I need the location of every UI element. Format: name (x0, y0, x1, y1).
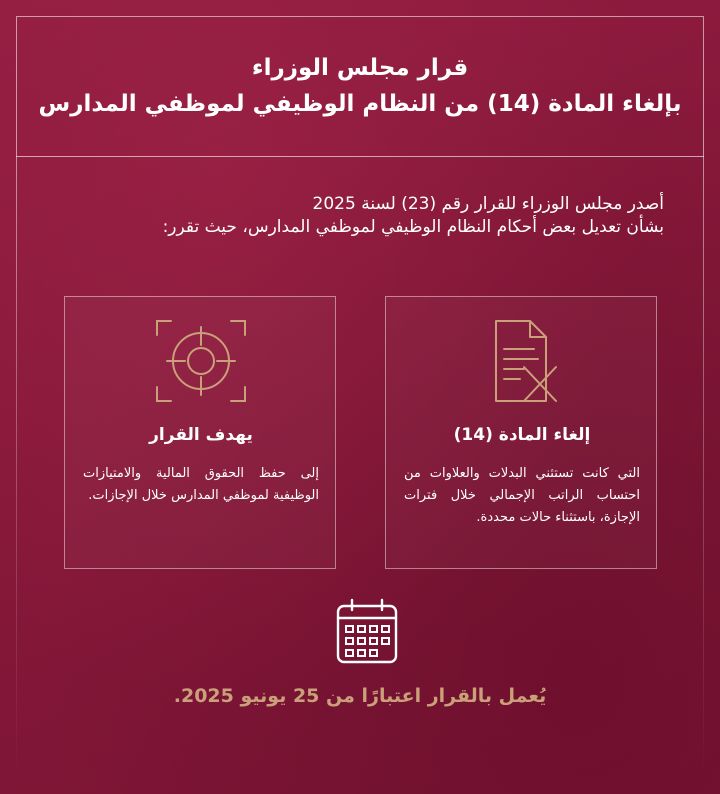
decision-goal-title: يهدف القرار (149, 425, 253, 445)
title-divider (16, 156, 704, 157)
target-icon (151, 315, 251, 407)
frame-left-border (16, 156, 17, 776)
calendar-icon (334, 596, 400, 666)
frame-right-border (703, 156, 704, 776)
cancel-article-body: التي كانت تستثني البدلات والعلاوات من احتساب الراتب الإجمالي خلال فترات الإجازة، باستثناء حالات محددة. (404, 466, 640, 525)
effective-date-text: يُعمل بالقرار اعتبارًا من 25 يونيو 2025. (173, 685, 547, 707)
title-line-1: قرار مجلس الوزراء (251, 55, 469, 81)
intro-text (44, 193, 664, 239)
document-cancel-icon (472, 315, 572, 407)
intro-line-2: بشأن تعديل بعض أحكام النظام الوظيفي لموظفي المدارس، حيث تقرر: (162, 217, 664, 237)
intro-line-1: أصدر مجلس الوزراء للقرار رقم (23) لسنة 2025 (312, 194, 664, 214)
title-line-2: بإلغاء المادة (14) من النظام الوظيفي لموظفي المدارس (38, 91, 682, 117)
decision-goal-body: إلى حفظ الحقوق المالية والامتيازات الوظيفية لموظفي المدارس خلال الإجازات. (83, 466, 319, 503)
page-title (30, 50, 690, 122)
cancel-article-title: إلغاء المادة (14) (453, 425, 591, 445)
decision-goal-card (64, 296, 336, 569)
cancel-article-card (385, 296, 657, 569)
